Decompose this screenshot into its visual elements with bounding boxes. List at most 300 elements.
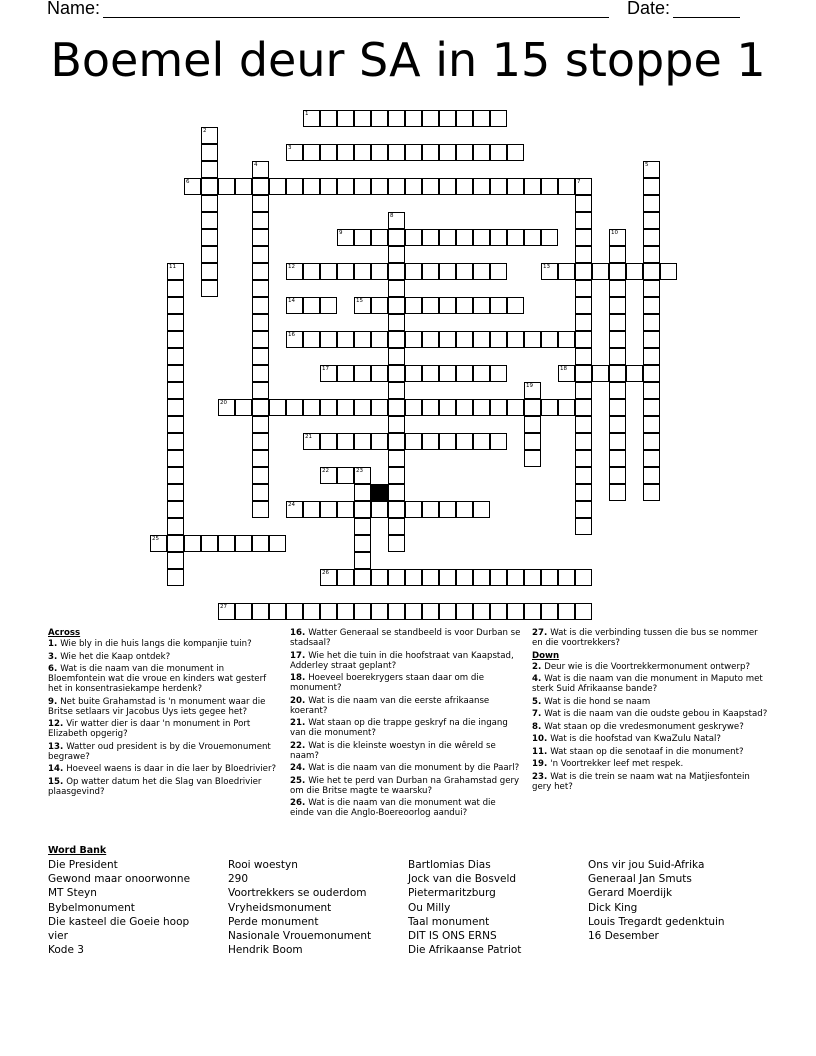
grid-cell[interactable]: [201, 535, 218, 552]
grid-cell[interactable]: [575, 365, 592, 382]
grid-cell[interactable]: [252, 263, 269, 280]
grid-cell[interactable]: [439, 399, 456, 416]
grid-cell[interactable]: [473, 433, 490, 450]
grid-cell[interactable]: [252, 212, 269, 229]
grid-cell[interactable]: [167, 382, 184, 399]
grid-cell[interactable]: [235, 535, 252, 552]
grid-cell[interactable]: [490, 144, 507, 161]
grid-cell[interactable]: [422, 331, 439, 348]
grid-cell[interactable]: [541, 178, 558, 195]
grid-cell[interactable]: [643, 195, 660, 212]
grid-cell[interactable]: [405, 331, 422, 348]
grid-cell[interactable]: [303, 263, 320, 280]
grid-cell[interactable]: [643, 484, 660, 501]
grid-cell[interactable]: [388, 144, 405, 161]
grid-cell[interactable]: [439, 297, 456, 314]
grid-cell[interactable]: [303, 110, 320, 127]
grid-cell[interactable]: [167, 399, 184, 416]
grid-cell[interactable]: [609, 348, 626, 365]
grid-cell[interactable]: [201, 263, 218, 280]
grid-cell[interactable]: [541, 263, 558, 280]
grid-cell[interactable]: [490, 263, 507, 280]
grid-cell[interactable]: [337, 467, 354, 484]
grid-cell[interactable]: [456, 144, 473, 161]
grid-cell[interactable]: [405, 433, 422, 450]
grid-cell[interactable]: [252, 229, 269, 246]
grid-cell[interactable]: [490, 229, 507, 246]
grid-cell[interactable]: [575, 416, 592, 433]
grid-cell[interactable]: [320, 178, 337, 195]
grid-cell[interactable]: [388, 399, 405, 416]
grid-cell[interactable]: [473, 365, 490, 382]
grid-cell[interactable]: [524, 416, 541, 433]
grid-cell[interactable]: [643, 433, 660, 450]
grid-cell[interactable]: [388, 603, 405, 620]
grid-cell[interactable]: [252, 467, 269, 484]
grid-cell[interactable]: [507, 297, 524, 314]
grid-cell[interactable]: [167, 552, 184, 569]
grid-cell[interactable]: [507, 331, 524, 348]
grid-cell[interactable]: [456, 110, 473, 127]
grid-cell[interactable]: [218, 399, 235, 416]
grid-cell[interactable]: [354, 518, 371, 535]
grid-cell[interactable]: [201, 246, 218, 263]
grid-cell[interactable]: [575, 501, 592, 518]
grid-cell[interactable]: [405, 263, 422, 280]
grid-cell[interactable]: [524, 450, 541, 467]
grid-cell[interactable]: [439, 331, 456, 348]
grid-cell[interactable]: [643, 178, 660, 195]
grid-cell[interactable]: [252, 501, 269, 518]
grid-cell[interactable]: [167, 331, 184, 348]
grid-cell[interactable]: [405, 569, 422, 586]
grid-cell[interactable]: [201, 127, 218, 144]
grid-cell[interactable]: [524, 603, 541, 620]
grid-cell[interactable]: [507, 603, 524, 620]
grid-cell[interactable]: [575, 450, 592, 467]
grid-cell[interactable]: [575, 382, 592, 399]
grid-cell[interactable]: [575, 399, 592, 416]
grid-cell[interactable]: [609, 484, 626, 501]
grid-cell[interactable]: [626, 365, 643, 382]
grid-cell[interactable]: [609, 331, 626, 348]
grid-cell[interactable]: [456, 331, 473, 348]
grid-cell[interactable]: [303, 603, 320, 620]
grid-cell[interactable]: [252, 399, 269, 416]
grid-cell[interactable]: [643, 246, 660, 263]
grid-cell[interactable]: [388, 314, 405, 331]
grid-cell[interactable]: [303, 144, 320, 161]
grid-cell[interactable]: [252, 365, 269, 382]
grid-cell[interactable]: [473, 263, 490, 280]
grid-cell[interactable]: [575, 195, 592, 212]
grid-cell[interactable]: [201, 144, 218, 161]
grid-cell[interactable]: [269, 603, 286, 620]
grid-cell[interactable]: [167, 348, 184, 365]
grid-cell[interactable]: [609, 263, 626, 280]
grid-cell[interactable]: [456, 297, 473, 314]
grid-cell[interactable]: [337, 569, 354, 586]
grid-cell[interactable]: [320, 144, 337, 161]
grid-cell[interactable]: [575, 484, 592, 501]
grid-cell[interactable]: [150, 535, 167, 552]
grid-cell[interactable]: [252, 433, 269, 450]
grid-cell[interactable]: [371, 144, 388, 161]
grid-cell[interactable]: [337, 178, 354, 195]
grid-cell[interactable]: [575, 433, 592, 450]
grid-cell[interactable]: [167, 314, 184, 331]
grid-cell[interactable]: [354, 484, 371, 501]
grid-cell[interactable]: [286, 263, 303, 280]
grid-cell[interactable]: [303, 297, 320, 314]
grid-cell[interactable]: [167, 569, 184, 586]
grid-cell[interactable]: [575, 229, 592, 246]
grid-cell[interactable]: [507, 399, 524, 416]
grid-cell[interactable]: [218, 603, 235, 620]
grid-cell[interactable]: [354, 297, 371, 314]
grid-cell[interactable]: [609, 450, 626, 467]
grid-cell[interactable]: [422, 178, 439, 195]
grid-cell[interactable]: [388, 331, 405, 348]
grid-cell[interactable]: [337, 263, 354, 280]
grid-cell[interactable]: [303, 501, 320, 518]
grid-cell[interactable]: [269, 535, 286, 552]
grid-cell[interactable]: [388, 467, 405, 484]
grid-cell[interactable]: [252, 331, 269, 348]
grid-cell[interactable]: [558, 331, 575, 348]
grid-cell[interactable]: [660, 263, 677, 280]
grid-cell[interactable]: [405, 603, 422, 620]
grid-cell[interactable]: [575, 297, 592, 314]
grid-cell[interactable]: [524, 433, 541, 450]
grid-cell[interactable]: [167, 416, 184, 433]
grid-cell[interactable]: [388, 416, 405, 433]
grid-cell[interactable]: [337, 603, 354, 620]
grid-cell[interactable]: [626, 263, 643, 280]
grid-cell[interactable]: [643, 399, 660, 416]
grid-cell[interactable]: [320, 263, 337, 280]
grid-cell[interactable]: [371, 603, 388, 620]
grid-cell[interactable]: [235, 399, 252, 416]
grid-cell[interactable]: [388, 433, 405, 450]
grid-cell[interactable]: [473, 399, 490, 416]
grid-cell[interactable]: [354, 552, 371, 569]
grid-cell[interactable]: [354, 263, 371, 280]
grid-cell[interactable]: [320, 433, 337, 450]
grid-cell[interactable]: [507, 144, 524, 161]
grid-cell[interactable]: [337, 399, 354, 416]
grid-cell[interactable]: [405, 178, 422, 195]
grid-cell[interactable]: [609, 297, 626, 314]
grid-cell[interactable]: [422, 501, 439, 518]
grid-cell[interactable]: [524, 569, 541, 586]
grid-cell[interactable]: [371, 110, 388, 127]
grid-cell[interactable]: [541, 569, 558, 586]
grid-cell[interactable]: [337, 501, 354, 518]
grid-cell[interactable]: [643, 314, 660, 331]
grid-cell[interactable]: [252, 280, 269, 297]
grid-cell[interactable]: [524, 382, 541, 399]
grid-cell[interactable]: [252, 246, 269, 263]
grid-cell[interactable]: [405, 501, 422, 518]
grid-cell[interactable]: [388, 348, 405, 365]
grid-cell[interactable]: [337, 331, 354, 348]
grid-cell[interactable]: [388, 535, 405, 552]
grid-cell[interactable]: [388, 212, 405, 229]
grid-cell[interactable]: [252, 195, 269, 212]
grid-cell[interactable]: [320, 501, 337, 518]
grid-cell[interactable]: [252, 416, 269, 433]
grid-cell[interactable]: [456, 263, 473, 280]
grid-cell[interactable]: [252, 603, 269, 620]
grid-cell[interactable]: [252, 348, 269, 365]
grid-cell[interactable]: [456, 433, 473, 450]
grid-cell[interactable]: [575, 280, 592, 297]
grid-cell[interactable]: [388, 365, 405, 382]
grid-cell[interactable]: [422, 297, 439, 314]
grid-cell[interactable]: [286, 178, 303, 195]
grid-cell[interactable]: [303, 178, 320, 195]
grid-cell[interactable]: [592, 365, 609, 382]
grid-cell[interactable]: [201, 280, 218, 297]
grid-cell[interactable]: [490, 569, 507, 586]
grid-cell[interactable]: [235, 603, 252, 620]
grid-cell[interactable]: [167, 467, 184, 484]
grid-cell[interactable]: [456, 229, 473, 246]
grid-cell[interactable]: [320, 603, 337, 620]
grid-cell[interactable]: [388, 297, 405, 314]
grid-cell[interactable]: [167, 450, 184, 467]
grid-cell[interactable]: [167, 297, 184, 314]
grid-cell[interactable]: [609, 467, 626, 484]
grid-cell[interactable]: [286, 331, 303, 348]
grid-cell[interactable]: [473, 229, 490, 246]
grid-cell[interactable]: [303, 331, 320, 348]
grid-cell[interactable]: [422, 365, 439, 382]
grid-cell[interactable]: [286, 603, 303, 620]
grid-cell[interactable]: [456, 569, 473, 586]
grid-cell[interactable]: [490, 110, 507, 127]
grid-cell[interactable]: [643, 450, 660, 467]
grid-cell[interactable]: [643, 229, 660, 246]
grid-cell[interactable]: [371, 399, 388, 416]
grid-cell[interactable]: [575, 603, 592, 620]
grid-cell[interactable]: [490, 331, 507, 348]
grid-cell[interactable]: [303, 399, 320, 416]
grid-cell[interactable]: [167, 263, 184, 280]
grid-cell[interactable]: [609, 416, 626, 433]
grid-cell[interactable]: [388, 263, 405, 280]
grid-cell[interactable]: [405, 365, 422, 382]
grid-cell[interactable]: [320, 331, 337, 348]
grid-cell[interactable]: [558, 178, 575, 195]
grid-cell[interactable]: [558, 399, 575, 416]
grid-cell[interactable]: [490, 365, 507, 382]
grid-cell[interactable]: [541, 399, 558, 416]
grid-cell[interactable]: [439, 263, 456, 280]
grid-cell[interactable]: [541, 229, 558, 246]
grid-cell[interactable]: [405, 144, 422, 161]
grid-cell[interactable]: [439, 603, 456, 620]
grid-cell[interactable]: [371, 229, 388, 246]
grid-cell[interactable]: [286, 399, 303, 416]
grid-cell[interactable]: [524, 399, 541, 416]
grid-cell[interactable]: [252, 535, 269, 552]
grid-cell[interactable]: [337, 365, 354, 382]
grid-cell[interactable]: [337, 110, 354, 127]
grid-cell[interactable]: [473, 569, 490, 586]
grid-cell[interactable]: [541, 331, 558, 348]
grid-cell[interactable]: [541, 603, 558, 620]
grid-cell[interactable]: [643, 263, 660, 280]
grid-cell[interactable]: [354, 229, 371, 246]
grid-cell[interactable]: [167, 484, 184, 501]
grid-cell[interactable]: [643, 331, 660, 348]
grid-cell[interactable]: [388, 178, 405, 195]
grid-cell[interactable]: [371, 569, 388, 586]
grid-cell[interactable]: [184, 535, 201, 552]
grid-cell[interactable]: [609, 382, 626, 399]
grid-cell[interactable]: [422, 229, 439, 246]
grid-cell[interactable]: [643, 280, 660, 297]
grid-cell[interactable]: [405, 399, 422, 416]
grid-cell[interactable]: [456, 365, 473, 382]
grid-cell[interactable]: [354, 110, 371, 127]
grid-cell[interactable]: [184, 178, 201, 195]
grid-cell[interactable]: [388, 110, 405, 127]
grid-cell[interactable]: [558, 569, 575, 586]
grid-cell[interactable]: [524, 331, 541, 348]
grid-cell[interactable]: [218, 178, 235, 195]
grid-cell[interactable]: [609, 365, 626, 382]
grid-cell[interactable]: [252, 178, 269, 195]
grid-cell[interactable]: [473, 501, 490, 518]
grid-cell[interactable]: [643, 467, 660, 484]
grid-cell[interactable]: [507, 229, 524, 246]
grid-cell[interactable]: [371, 331, 388, 348]
grid-cell[interactable]: [371, 501, 388, 518]
grid-cell[interactable]: [218, 535, 235, 552]
grid-cell[interactable]: [286, 297, 303, 314]
grid-cell[interactable]: [439, 433, 456, 450]
grid-cell[interactable]: [405, 110, 422, 127]
grid-cell[interactable]: [201, 212, 218, 229]
grid-cell[interactable]: [167, 518, 184, 535]
grid-cell[interactable]: [473, 144, 490, 161]
grid-cell[interactable]: [439, 365, 456, 382]
grid-cell[interactable]: [337, 144, 354, 161]
grid-cell[interactable]: [354, 144, 371, 161]
grid-cell[interactable]: [456, 399, 473, 416]
grid-cell[interactable]: [337, 229, 354, 246]
grid-cell[interactable]: [252, 161, 269, 178]
grid-cell[interactable]: [252, 382, 269, 399]
grid-cell[interactable]: [269, 178, 286, 195]
grid-cell[interactable]: [558, 603, 575, 620]
grid-cell[interactable]: [643, 348, 660, 365]
grid-cell[interactable]: [422, 433, 439, 450]
grid-cell[interactable]: [201, 178, 218, 195]
grid-cell[interactable]: [439, 501, 456, 518]
grid-cell[interactable]: [643, 161, 660, 178]
grid-cell[interactable]: [524, 229, 541, 246]
grid-cell[interactable]: [609, 433, 626, 450]
grid-cell[interactable]: [405, 229, 422, 246]
grid-cell[interactable]: [371, 178, 388, 195]
grid-cell[interactable]: [354, 467, 371, 484]
grid-cell[interactable]: [456, 603, 473, 620]
grid-cell[interactable]: [575, 518, 592, 535]
grid-cell[interactable]: [575, 348, 592, 365]
grid-cell[interactable]: [252, 450, 269, 467]
grid-cell[interactable]: [643, 297, 660, 314]
grid-cell[interactable]: [252, 314, 269, 331]
grid-cell[interactable]: [320, 569, 337, 586]
grid-cell[interactable]: [201, 195, 218, 212]
grid-cell[interactable]: [643, 212, 660, 229]
grid-cell[interactable]: [575, 212, 592, 229]
grid-cell[interactable]: [201, 229, 218, 246]
grid-cell[interactable]: [167, 433, 184, 450]
grid-cell[interactable]: [575, 467, 592, 484]
grid-cell[interactable]: [422, 399, 439, 416]
grid-cell[interactable]: [473, 297, 490, 314]
grid-cell[interactable]: [167, 501, 184, 518]
grid-cell[interactable]: [354, 535, 371, 552]
grid-cell[interactable]: [575, 246, 592, 263]
grid-cell[interactable]: [422, 110, 439, 127]
grid-cell[interactable]: [575, 569, 592, 586]
grid-cell[interactable]: [388, 518, 405, 535]
grid-cell[interactable]: [592, 263, 609, 280]
grid-cell[interactable]: [456, 178, 473, 195]
grid-cell[interactable]: [439, 110, 456, 127]
grid-cell[interactable]: [575, 178, 592, 195]
grid-cell[interactable]: [405, 297, 422, 314]
grid-cell[interactable]: [439, 569, 456, 586]
grid-cell[interactable]: [252, 484, 269, 501]
grid-cell[interactable]: [524, 178, 541, 195]
grid-cell[interactable]: [643, 365, 660, 382]
grid-cell[interactable]: [303, 433, 320, 450]
grid-cell[interactable]: [575, 331, 592, 348]
grid-cell[interactable]: [371, 263, 388, 280]
grid-cell[interactable]: [388, 569, 405, 586]
grid-cell[interactable]: [320, 297, 337, 314]
grid-cell[interactable]: [354, 603, 371, 620]
grid-cell[interactable]: [371, 433, 388, 450]
grid-cell[interactable]: [286, 144, 303, 161]
grid-cell[interactable]: [507, 569, 524, 586]
grid-cell[interactable]: [609, 280, 626, 297]
grid-cell[interactable]: [354, 365, 371, 382]
grid-cell[interactable]: [388, 280, 405, 297]
grid-cell[interactable]: [609, 399, 626, 416]
grid-cell[interactable]: [388, 229, 405, 246]
grid-cell[interactable]: [490, 297, 507, 314]
grid-cell[interactable]: [320, 110, 337, 127]
grid-cell[interactable]: [320, 365, 337, 382]
grid-cell[interactable]: [456, 501, 473, 518]
grid-cell[interactable]: [643, 382, 660, 399]
grid-cell[interactable]: [354, 178, 371, 195]
grid-cell[interactable]: [388, 246, 405, 263]
grid-cell[interactable]: [422, 144, 439, 161]
grid-cell[interactable]: [354, 399, 371, 416]
grid-cell[interactable]: [439, 178, 456, 195]
grid-cell[interactable]: [354, 569, 371, 586]
grid-cell[interactable]: [575, 263, 592, 280]
